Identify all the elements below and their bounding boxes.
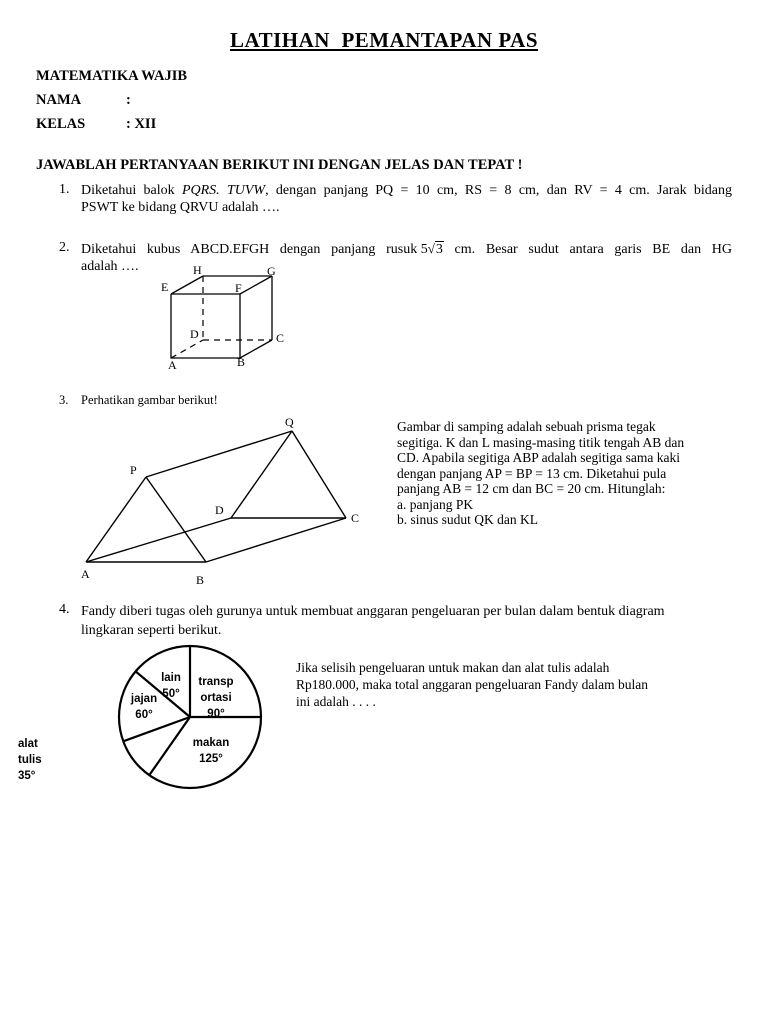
page-title: LATIHAN PEMANTAPAN PAS xyxy=(229,28,539,52)
question-2-line-1 xyxy=(81,240,732,258)
label-c: C xyxy=(276,331,285,345)
label-b: B xyxy=(196,573,205,587)
q4-line: Jika selisih pengeluaran untuk makan dan alat tulis adalah xyxy=(296,660,610,675)
label-g: G xyxy=(267,264,276,278)
cube-hidden-edge-ad xyxy=(171,340,203,358)
prism-edge-dq xyxy=(231,431,292,518)
cube-front-face xyxy=(171,294,240,358)
question-2-line-2: adalah …. xyxy=(81,259,139,274)
prism-edge-qc xyxy=(292,431,346,518)
pie-chart xyxy=(18,650,280,800)
q3-line: a. panjang PK xyxy=(397,496,474,512)
label-b: B xyxy=(237,355,246,369)
name-value: : xyxy=(126,92,131,108)
prism-edge-pb xyxy=(146,477,206,562)
question-2-number: 2. xyxy=(59,240,70,255)
cube-edge-eh xyxy=(171,276,203,294)
question-3-number: 3. xyxy=(59,393,69,407)
pie-slice-label: lain 50° xyxy=(161,672,181,700)
pie-slice-label: makan 125° xyxy=(192,737,230,765)
question-4-line-1: Fandy diberi tugas oleh gurunya untuk membuat anggaran pengeluaran per bulan dalam bentuk diagram xyxy=(81,604,665,619)
q2-post: cm. Besar sudut antara garis BE dan HG xyxy=(443,242,732,257)
q3-line: Gambar di samping adalah sebuah prisma tegak xyxy=(397,419,656,434)
question-4-text xyxy=(81,602,741,640)
label-a: A xyxy=(168,358,177,372)
name-label: NAMA xyxy=(36,92,82,108)
q3-line: b. sinus sudut QK dan KL xyxy=(397,512,538,527)
pie-slice-label: alat tulis 35° xyxy=(18,738,42,782)
question-1-text xyxy=(81,182,732,216)
root-radicand: 3 xyxy=(435,242,443,257)
label-e: E xyxy=(161,280,169,294)
class-label: KELAS xyxy=(36,116,86,132)
label-h: H xyxy=(193,263,202,277)
label-d: D xyxy=(190,327,199,341)
question-3-prompt: Perhatikan gambar berikut! xyxy=(81,393,218,407)
radical-sign-icon: √ xyxy=(427,241,435,256)
q4-line: Rp180.000, maka total anggaran pengeluaran Fandy dalam bulan xyxy=(296,677,649,692)
class-value: : XII xyxy=(126,116,157,132)
label-q: Q xyxy=(285,415,294,429)
label-a: A xyxy=(81,567,90,581)
question-3-description xyxy=(397,419,684,528)
q2-pre: Diketahui kubus ABCD.EFGH dengan panjang rusuk xyxy=(81,242,418,257)
q3-line: panjang AB = 12 cm dan BC = 20 cm. Hitunglah: xyxy=(397,481,666,496)
instruction-text: JAWABLAH PERTANYAAN BERIKUT INI DENGAN JELAS DAN TEPAT ! xyxy=(36,157,523,173)
label-f: F xyxy=(235,281,242,295)
q3-line: dengan panjang AP = BP = 13 cm. Diketahui pula xyxy=(397,465,667,481)
label-p: P xyxy=(130,463,137,477)
q3-line: CD. Apabila segitiga ABP adalah segitiga sama kaki xyxy=(397,450,680,465)
label-d: D xyxy=(215,503,224,517)
q1-italic: PQRS. TUVW xyxy=(181,183,266,198)
q3-line: segitiga. K dan L masing-masing titik tengah AB dan xyxy=(397,434,685,450)
subject-label: MATEMATIKA WAJIB xyxy=(36,68,188,84)
prism-edge-ap xyxy=(86,477,146,562)
root-expression xyxy=(417,240,444,258)
question-4-number: 4. xyxy=(59,602,70,617)
pie-slice-label: jajan 60° xyxy=(130,693,158,721)
question-4-description xyxy=(296,659,648,710)
question-1-line-2: PSWT ke bidang QRVU adalah …. xyxy=(81,200,280,215)
cube-figure xyxy=(150,262,300,372)
prism-edge-bc xyxy=(206,518,346,562)
cube-edge-fg xyxy=(240,276,272,294)
prism-edge-ad xyxy=(86,518,231,562)
question-1-line-1 xyxy=(81,182,732,199)
question-4-line-2: lingkaran seperti berikut. xyxy=(81,623,222,638)
root-coefficient: 5 xyxy=(420,242,428,257)
q4-line: ini adalah . . . . xyxy=(296,694,376,709)
question-1-number: 1. xyxy=(59,182,70,197)
q1-pre: Diketahui balok xyxy=(81,183,182,198)
prism-figure xyxy=(76,412,376,592)
prism-edge-pq xyxy=(146,431,292,477)
pie-slice-label: transp ortasi 90° xyxy=(198,676,234,720)
label-c: C xyxy=(351,511,360,525)
q1-post: , dengan panjang PQ = 10 cm, RS = 8 cm, dan RV = 4 cm. Jarak bidang xyxy=(265,183,733,198)
